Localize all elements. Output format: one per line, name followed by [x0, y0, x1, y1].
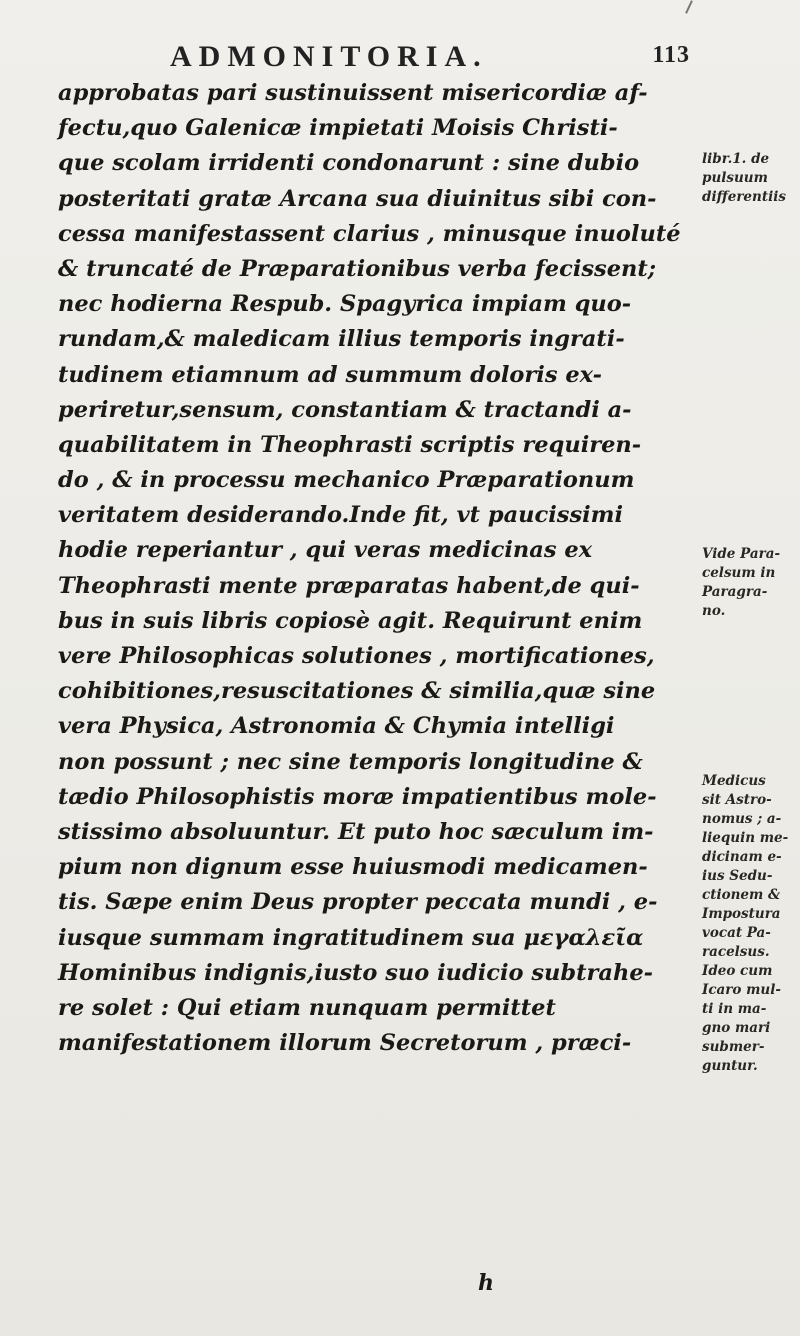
- margin-note-line: differentiis: [702, 189, 786, 205]
- margin-note-line: Medicus: [702, 773, 766, 789]
- text-line: vere Philosophicas solutiones , mortificationes,: [58, 643, 655, 669]
- margin-note-line: nomus ; a-: [702, 811, 782, 827]
- margin-note-line: liequin me-: [702, 830, 789, 846]
- margin-note-line: pulsuum: [702, 170, 768, 186]
- text-line: stissimo absoluuntur. Et puto hoc sæculum im-: [58, 818, 654, 845]
- text-line: periretur,sensum, constantiam & tractandi a-: [58, 396, 632, 423]
- margin-note-line: vocat Pa-: [702, 925, 771, 941]
- margin-note-line: ctionem &: [702, 887, 781, 903]
- main-text-block: [58, 76, 686, 1061]
- margin-note-line: Paragra-: [702, 584, 768, 600]
- text-line: re solet : Qui etiam nunquam permittet: [58, 994, 556, 1021]
- margin-note-line: ti in ma-: [702, 1001, 767, 1017]
- page-corner-mark: [685, 0, 693, 14]
- margin-note-line: sit Astro-: [702, 792, 772, 808]
- text-line: tædio Philosophistis moræ impatientibus mole-: [58, 783, 657, 810]
- running-head: [170, 40, 690, 76]
- margin-note-line: racelsus.: [702, 944, 770, 960]
- text-line: cohibitiones,resuscitationes & similia,quæ sine: [58, 678, 656, 705]
- text-line: posteritati gratæ Arcana sua diuinitus sibi con-: [58, 185, 657, 212]
- margin-note-line: Impostura: [702, 906, 781, 922]
- margin-note-line: submer-: [702, 1039, 765, 1055]
- catchword: h: [478, 1270, 494, 1296]
- text-line: & truncaté de Præparationibus verba fecissent;: [58, 255, 657, 282]
- margin-note-paracelsus: [702, 545, 798, 621]
- margin-note-line: no.: [702, 603, 726, 619]
- margin-note-galen: [702, 150, 798, 207]
- text-line: que scolam irridenti condonarunt : sine dubio: [58, 150, 640, 177]
- text-line: bus in suis libris copiosè agit. Requirunt enim: [58, 607, 643, 634]
- text-line: Hominibus indignis,iusto suo iudicio subtrahe-: [58, 959, 653, 986]
- page-number: 113: [652, 42, 690, 68]
- text-line: non possunt ; nec sine temporis longitudine &: [58, 748, 643, 775]
- text-line: iusque summam ingratitudinem sua μεγαλεῖα: [58, 924, 644, 951]
- margin-note-medicus: [702, 772, 798, 1076]
- margin-note-line: ius Sedu-: [702, 868, 773, 884]
- running-title: ADMONITORIA.: [170, 40, 488, 73]
- margin-note-line: dicinam e-: [702, 849, 782, 865]
- margin-note-line: Vide Para-: [702, 546, 781, 562]
- text-line: nec hodierna Respub. Spagyrica impiam quo-: [58, 291, 632, 318]
- text-line: veritatem desiderando.Inde fit, vt paucissimi: [58, 502, 624, 529]
- text-line: Theophrasti mente præparatas habent,de qui-: [58, 572, 640, 599]
- margin-note-line: Icaro mul-: [702, 982, 781, 998]
- text-line: fectu,quo Galenicæ impietati Moisis Christi-: [58, 115, 618, 142]
- text-line: rundam,& maledicam illius temporis ingrati-: [58, 326, 625, 353]
- margin-note-line: libr.1. de: [702, 151, 770, 167]
- margin-note-line: Ideo cum: [702, 963, 773, 979]
- text-line: do , & in processu mechanico Præparationum: [58, 467, 635, 494]
- text-line: quabilitatem in Theophrasti scriptis requiren-: [58, 431, 642, 458]
- text-line: approbatas pari sustinuissent misericordiæ af-: [58, 80, 648, 106]
- text-line: vera Physica, Astronomia & Chymia intelligi: [58, 713, 615, 740]
- margin-note-line: celsum in: [702, 565, 776, 581]
- text-line: pium non dignum esse huiusmodi medicamen-: [58, 854, 648, 881]
- text-line: manifestationem illorum Secretorum , præci-: [58, 1030, 632, 1057]
- margin-note-line: guntur.: [702, 1058, 758, 1074]
- text-line: tudinem etiamnum ad summum doloris ex-: [58, 361, 602, 388]
- text-line: hodie reperiantur , qui veras medicinas ex: [58, 537, 593, 564]
- text-line: tis. Sæpe enim Deus propter peccata mundi , e-: [58, 889, 658, 916]
- margin-note-line: gno mari: [702, 1020, 771, 1036]
- text-line: cessa manifestassent clarius , minusque inuoluté: [58, 220, 681, 247]
